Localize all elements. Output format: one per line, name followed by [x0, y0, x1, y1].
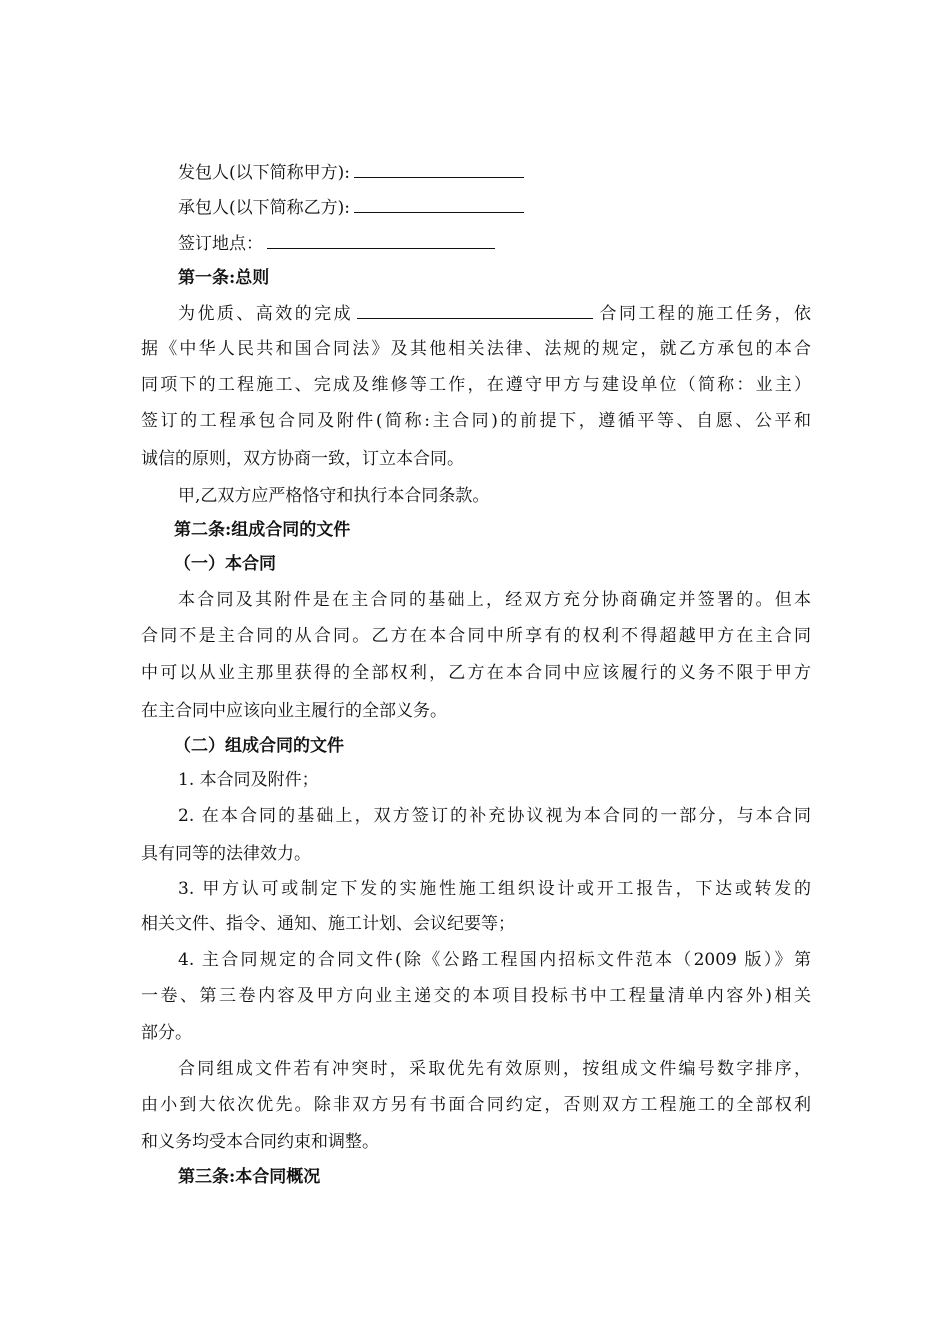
article2-item4-line3: 部分。	[141, 1023, 192, 1043]
article2-sec2-heading: （二）组成合同的文件	[174, 736, 344, 756]
article2-item2-line1: 2. 在本合同的基础上，双方签订的补充协议视为本合同的一部分，与本合同	[178, 806, 811, 826]
employer-line	[178, 161, 528, 184]
article1-p1-after: 合同工程的施工任务，依	[597, 304, 812, 324]
location-label: 签订地点：	[178, 234, 263, 254]
article2-priority-line2: 由小到大依次优先。除非双方另有书面合同约定，否则双方工程施工的全部权利	[141, 1095, 811, 1115]
article2-item4-line1: 4. 主合同规定的合同文件(除《公路工程国内招标文件范本（2009 版）》第	[178, 950, 811, 970]
article2-priority-line1: 合同组成文件若有冲突时，采取优先有效原则，按组成文件编号数字排序，	[178, 1059, 811, 1079]
location-line	[178, 232, 499, 255]
article2-sec1-line4: 在主合同中应该向业主履行的全部义务。	[141, 701, 447, 721]
article2-sec1-line3: 中可以从业主那里获得的全部权利，乙方在本合同中应该履行的义务不限于甲方	[141, 663, 811, 683]
article2-priority-line3: 和义务均受本合同约束和调整。	[141, 1132, 379, 1152]
article1-p2: 甲,乙双方应严格恪守和执行本合同条款。	[178, 486, 490, 506]
article1-p1-line3: 同项下的工程施工、完成及维修等工作，在遵守甲方与建设单位（简称：业主）	[141, 375, 811, 395]
contractor-line	[178, 196, 528, 219]
contractor-label: 承包人(以下简称乙方):	[178, 198, 350, 218]
article2-sec1-heading: （一）本合同	[174, 554, 276, 574]
article2-item4-line2: 一卷、第三卷内容及甲方向业主递交的本项目投标书中工程量清单内容外)相关	[141, 986, 811, 1006]
article2-item3-line1: 3. 甲方认可或制定下发的实施性施工组织设计或开工报告，下达或转发的	[178, 879, 811, 899]
employer-blank	[354, 161, 524, 178]
location-blank	[267, 232, 495, 249]
project-name-blank	[357, 302, 593, 319]
article2-heading: 第二条:组成合同的文件	[174, 520, 351, 540]
article1-p1-before: 为优质、高效的完成	[178, 304, 354, 324]
contractor-blank	[354, 196, 524, 213]
article2-item1: 1. 本合同及附件；	[178, 770, 319, 790]
article1-p1-line1	[141, 302, 811, 325]
article2-item3-line2: 相关文件、指令、通知、施工计划、会议纪要等；	[141, 914, 515, 934]
employer-label: 发包人(以下简称甲方):	[178, 163, 350, 183]
article3-heading: 第三条:本合同概况	[178, 1167, 321, 1187]
article2-sec1-line1: 本合同及其附件是在主合同的基础上，经双方充分协商确定并签署的。但本	[178, 590, 811, 610]
article2-item2-line2: 具有同等的法律效力。	[141, 844, 311, 864]
article1-p1-line2: 据《中华人民共和国合同法》及其他相关法律、法规的规定，就乙方承包的本合	[141, 339, 811, 359]
article1-p1-line4: 签订的工程承包合同及附件(简称:主合同)的前提下，遵循平等、自愿、公平和	[141, 411, 811, 431]
article2-sec1-line2: 合同不是主合同的从合同。乙方在本合同中所享有的权利不得超越甲方在主合同	[141, 626, 811, 646]
article1-p1-line5: 诚信的原则，双方协商一致，订立本合同。	[141, 449, 464, 469]
article1-heading: 第一条:总则	[178, 268, 270, 288]
